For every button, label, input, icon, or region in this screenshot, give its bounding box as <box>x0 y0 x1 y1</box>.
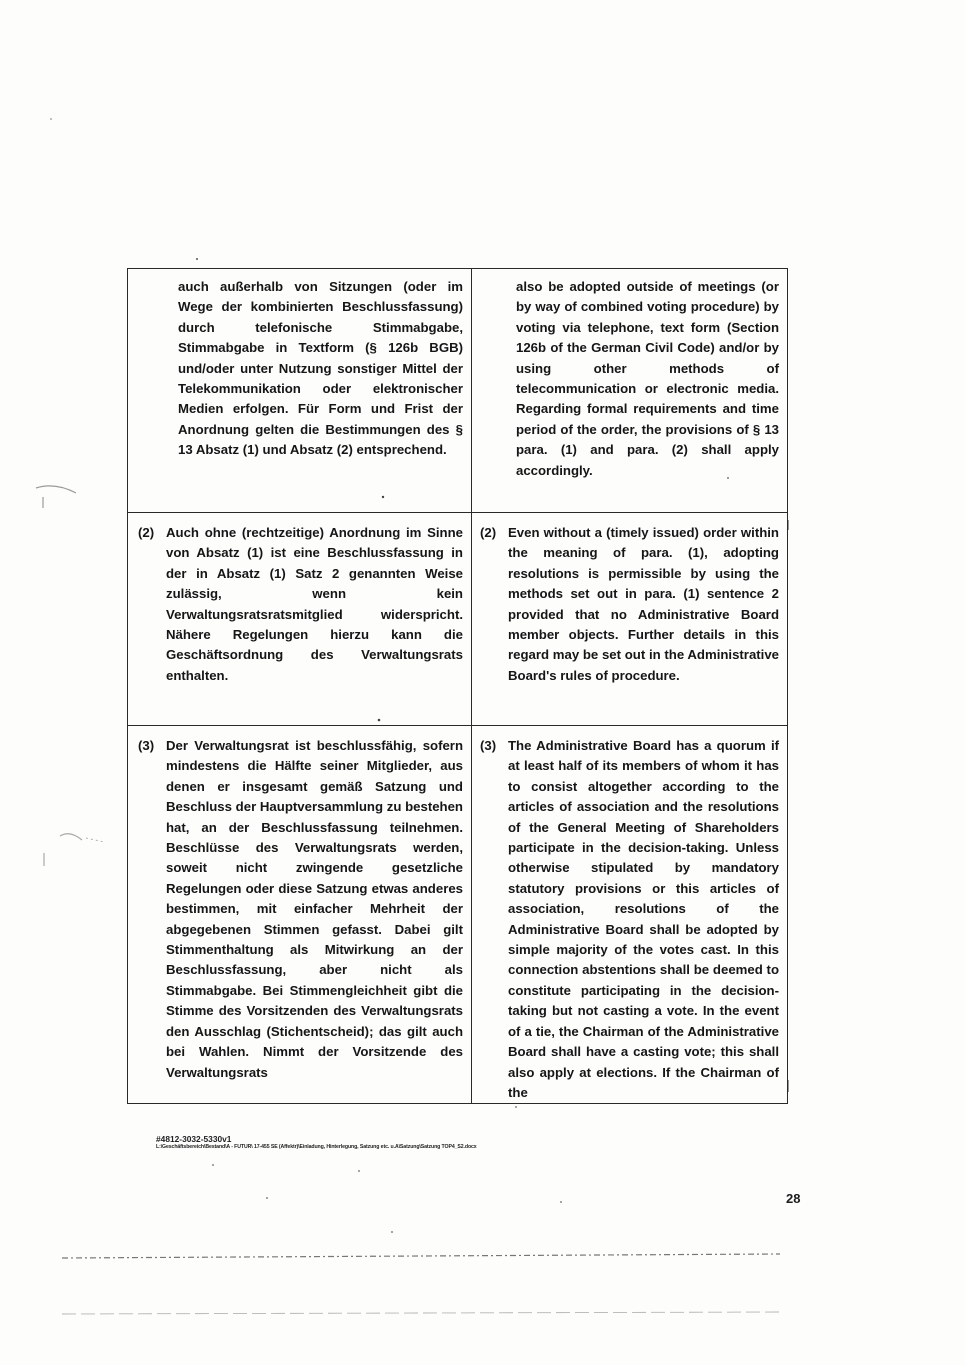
paragraph-number: (3) <box>480 738 497 753</box>
german-text: Der Verwaltungsrat ist beschlussfähig, sofern mindestens die Hälfte seiner Mitglieder, aus denen er insgesamt gemäß Satzung und Beschluss der Hauptversammlung zu bestehen hat, an der Beschlussfassung teilnehmen. Beschlüsse des Verwaltungsrats werden, soweit nicht zwingende gesetzliche Regelungen oder diese Satzung etwas anderes bestimmen, mit einfacher Mehrheit der abgegebenen Stimmen gefasst. Dabei gilt Stimmenthaltung als Mitwirkung an der Beschlussfassung, aber nicht als Stimmabgabe. Bei Stimmengleichheit gibt die Stimme des Vorsitzenden des Verwaltungsrats den Ausschlag (Stichentscheid); das gilt auch bei Wahlen. Nimmt der Vorsitzende des Verwaltungsrats <box>166 738 463 1080</box>
german-cell <box>128 513 472 726</box>
english-text: The Administrative Board has a quorum if at least half of its members of whom it has to consist altogether according to the articles of association and the resolutions of the General Meeting of Shareholders participate in the decision-taking. Unless otherwise stipulated by mandatory statutory provisions or this articles of association, resolutions of the Administrative Board shall be adopted by simple majority of the votes cast. In this connection abstentions shall be deemed to constitute participating in the decision-taking but not casting a vote. In the event of a tie, the Chairman of the Administrative Board shall have a casting vote; this shall also apply at elections. If the Chairman of the <box>508 738 779 1100</box>
english-text: Even without a (timely issued) order within the meaning of para. (1), adopting resolutions is permissible by using the methods set out in para. (1) sentence 2 provided that no Administrative Board member objects. Further details in this regard may be set out in the Administrative Board's rules of procedure. <box>508 525 779 683</box>
german-cell <box>128 269 472 513</box>
english-cell <box>472 726 788 1104</box>
articles-table <box>127 268 788 1104</box>
page-number: 28 <box>786 1191 801 1206</box>
german-cell <box>128 726 472 1104</box>
german-text: auch außerhalb von Sitzungen (oder im Wege der kombinierten Beschlussfassung) durch telefonische Stimmabgabe, Stimmabgabe in Textform (§ 126b BGB) und/oder unter Nutzung sonstiger Mittel der Telekommunikation oder elektronischer Medien erfolgen. Für Form und Frist der Anordnung gelten die Bestimmungen des § 13 Absatz (1) und Absatz (2) entsprechend. <box>178 279 463 458</box>
table-row <box>128 726 788 1104</box>
german-text: Auch ohne (rechtzeitige) Anordnung im Sinne von Absatz (1) ist eine Beschlussfassung in der in Absatz (1) Satz 2 genannten Weise zulässig, wenn kein Verwaltungsratsratsmitglied widerspricht. Nähere Regelungen hierzu kann die Geschäftsordnung des Verwaltungsrats enthalten. <box>166 525 463 683</box>
document-path: L:\Geschäftsbereich\Bestand\A - FUTUR\ 17-455 SE (Affektr)\Einladung, Hinterlegung, Satzung etc. u.A\Satzung\Satzung TOP4_S2.docx <box>156 1144 477 1150</box>
table-row <box>128 269 788 513</box>
english-text: also be adopted outside of meetings (or by way of combined voting procedure) by voting via telephone, text form (Section 126b of the German Civil Code) and/or by using other methods of telecommunication or electronic media. Regarding formal requirements and time period of the order, the provisions of § 13 para. (1) and para. (2) shall apply accordingly. <box>516 279 779 478</box>
document-id: #4812-3032-5330v1 <box>156 1134 232 1144</box>
paragraph-number: (2) <box>138 525 155 540</box>
english-cell <box>472 513 788 726</box>
paragraph-number: (2) <box>480 525 497 540</box>
paragraph-number: (3) <box>138 738 155 753</box>
table-row <box>128 513 788 726</box>
english-cell <box>472 269 788 513</box>
document-reference <box>156 1134 477 1151</box>
